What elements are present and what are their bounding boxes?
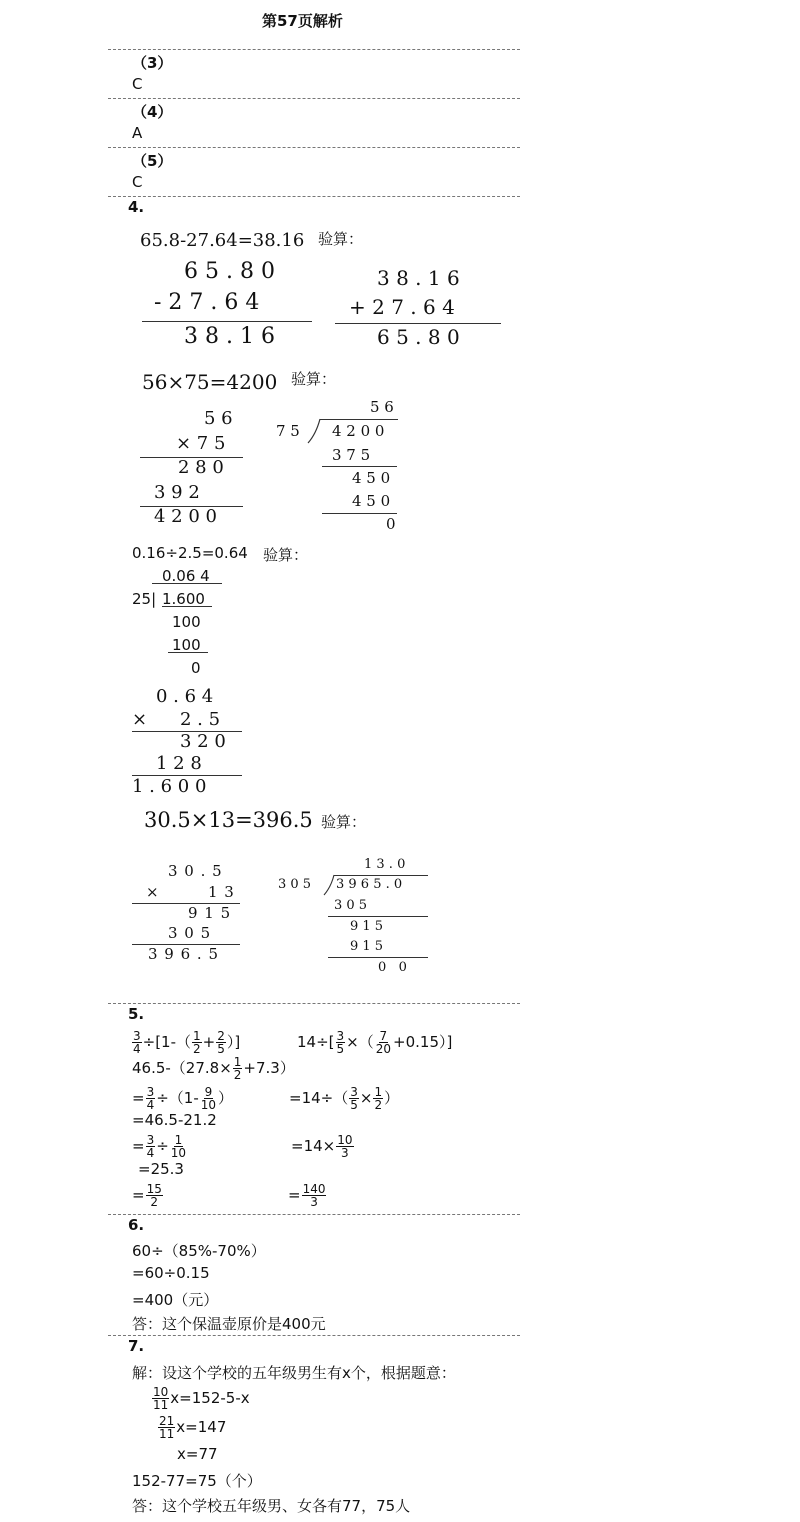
mul-row2: 1 3 — [208, 883, 235, 901]
div-sub2: 100 — [172, 636, 201, 654]
mul-row4: 3 9 2 — [154, 482, 200, 503]
q5-label: （5） — [132, 152, 173, 170]
div-bracket-icon — [322, 874, 336, 896]
div-sub1: 100 — [172, 613, 201, 631]
divider — [108, 98, 520, 99]
div-bracket-icon — [306, 418, 322, 444]
divider — [108, 49, 520, 50]
mul-sign: × — [146, 883, 159, 901]
mul-row3: 2 8 0 — [178, 457, 224, 478]
mul-row1: 0 . 6 4 — [156, 686, 214, 707]
section-4-label: 4. — [128, 198, 145, 216]
check-label: 验算： — [263, 546, 309, 564]
expr-c-step2: =14× $\frac{10}{3}$ — [291, 1133, 353, 1160]
div-bar — [320, 419, 398, 420]
page-title: 第57页解析 — [262, 12, 343, 30]
check-label: 验算： — [321, 813, 367, 831]
expr-c-step1: =14÷（ $\frac{3}{5}$ × $\frac{1}{2}$ ） — [289, 1085, 400, 1112]
equation: 30.5×13=396.5 — [144, 808, 313, 832]
div-divisor: 25| — [132, 590, 157, 608]
div-divisor: 7 5 — [276, 422, 300, 440]
s6-line1: 60÷（85%-70%） — [132, 1242, 266, 1260]
mul-row5: 1 . 6 0 0 — [132, 776, 207, 797]
div-line — [322, 513, 397, 514]
mul-row1: 3 0 . 5 — [168, 862, 223, 880]
div-sub1: 3 0 5 — [334, 898, 368, 913]
expr-b-step2: = $\frac{3}{4}$ ÷ $\frac{1}{10}$ — [132, 1133, 187, 1160]
s7-line2: $\frac{10}{11}$ x=152-5-x — [153, 1385, 250, 1412]
div-line — [168, 652, 208, 653]
sum-line — [335, 323, 501, 324]
expr-b-step1: = $\frac{3}{4}$ ÷（1- $\frac{9}{10}$ ） — [132, 1085, 234, 1112]
expr-c-result: = $\frac{140}{3}$ — [288, 1182, 326, 1209]
div-dividend: 1.600 — [162, 590, 205, 608]
s6-line3: =400（元） — [132, 1291, 219, 1309]
sub-row1: 6 5 . 8 0 — [184, 259, 275, 284]
check-label: 验算： — [291, 370, 337, 388]
expr-a-result: =25.3 — [138, 1160, 184, 1178]
div-divisor: 3 0 5 — [278, 877, 312, 892]
div-bar — [152, 583, 222, 584]
divider — [108, 196, 520, 197]
div-rem1: 4 5 0 — [352, 469, 391, 487]
div-dividend: 4 2 0 0 — [332, 422, 385, 440]
expr-b: $\frac{3}{4}$ ÷[1-（ $\frac{1}{2}$ + $\frac{2}{5}$ ）] — [133, 1029, 241, 1056]
check-label: 验算： — [318, 230, 364, 248]
expr-a-step1: =46.5-21.2 — [132, 1111, 217, 1129]
mul-row5: 4 2 0 0 — [154, 506, 217, 527]
divider — [108, 1003, 520, 1004]
s7-line5: 152-77=75（个） — [132, 1472, 262, 1490]
s7-line4: x=77 — [177, 1445, 218, 1463]
div-sub2: 9 1 5 — [350, 939, 384, 954]
div-quotient: 5 6 — [370, 398, 394, 416]
equation: 0.16÷2.5=0.64 — [132, 544, 248, 562]
section-5-label: 5. — [128, 1005, 145, 1023]
mul-row2: 2 . 5 — [180, 709, 221, 730]
mul-row4: 1 2 8 — [156, 753, 202, 774]
expr-a: 46.5-（27.8× $\frac{1}{2}$ +7.3） — [132, 1055, 295, 1082]
mul-row1: 5 6 — [204, 408, 233, 429]
equation: 56×75=4200 — [142, 370, 278, 394]
divider — [108, 1335, 520, 1336]
equation: 65.8-27.64=38.16 — [140, 230, 305, 251]
mul-row2: × 7 5 — [176, 433, 226, 454]
section-7-label: 7. — [128, 1337, 145, 1355]
mul-sign: × — [132, 709, 148, 730]
div-sub2: 4 5 0 — [352, 492, 391, 510]
div-line — [162, 606, 212, 607]
add-row1: 3 8 . 1 6 — [377, 266, 460, 290]
expr-c: 14÷[ $\frac{3}{5}$ ×（ $\frac{7}{20}$ +0.15）] — [297, 1029, 453, 1056]
mul-row3: 9 1 5 — [188, 904, 232, 922]
sum-line — [142, 321, 312, 322]
add-row2: + 2 7 . 6 4 — [349, 295, 455, 319]
div-rem1: 9 1 5 — [350, 919, 384, 934]
q4-label: （4） — [132, 103, 173, 121]
div-quotient: 1 3 . 0 — [364, 857, 406, 872]
div-remainder: 0 — [191, 659, 201, 677]
div-line — [322, 466, 397, 467]
q5-answer: C — [132, 173, 143, 191]
q3-label: （3） — [132, 54, 173, 72]
add-row3: 6 5 . 8 0 — [377, 325, 460, 349]
mul-row5: 3 9 6 . 5 — [148, 945, 220, 963]
sub-row2: - 2 7 . 6 4 — [154, 290, 260, 315]
div-quotient: 0.06 4 — [162, 567, 210, 585]
s7-line3: $\frac{21}{11}$ x=147 — [159, 1414, 227, 1441]
mul-row4: 3 0 5 — [168, 924, 212, 942]
s7-line1: 解：设这个学校的五年级男生有x个，根据题意： — [132, 1364, 456, 1382]
div-remainder: 0 0 — [378, 960, 407, 975]
divider — [108, 147, 520, 148]
section-6-label: 6. — [128, 1216, 145, 1234]
sub-row3: 3 8 . 1 6 — [184, 324, 275, 349]
div-line — [328, 916, 428, 917]
div-line — [328, 957, 428, 958]
divider — [108, 1214, 520, 1215]
q3-answer: C — [132, 75, 143, 93]
mul-row3: 3 2 0 — [180, 731, 226, 752]
div-dividend: 3 9 6 5 . 0 — [336, 877, 403, 892]
div-remainder: 0 — [386, 515, 396, 533]
div-sub1: 3 7 5 — [332, 446, 371, 464]
div-bar — [334, 875, 428, 876]
s7-answer: 答：这个学校五年级男、女各有77，75人 — [132, 1497, 411, 1515]
expr-b-result: = $\frac{15}{2}$ — [132, 1182, 162, 1209]
s6-line2: =60÷0.15 — [132, 1264, 210, 1282]
q4-answer: A — [132, 124, 143, 142]
s6-answer: 答：这个保温壶原价是400元 — [132, 1315, 326, 1333]
